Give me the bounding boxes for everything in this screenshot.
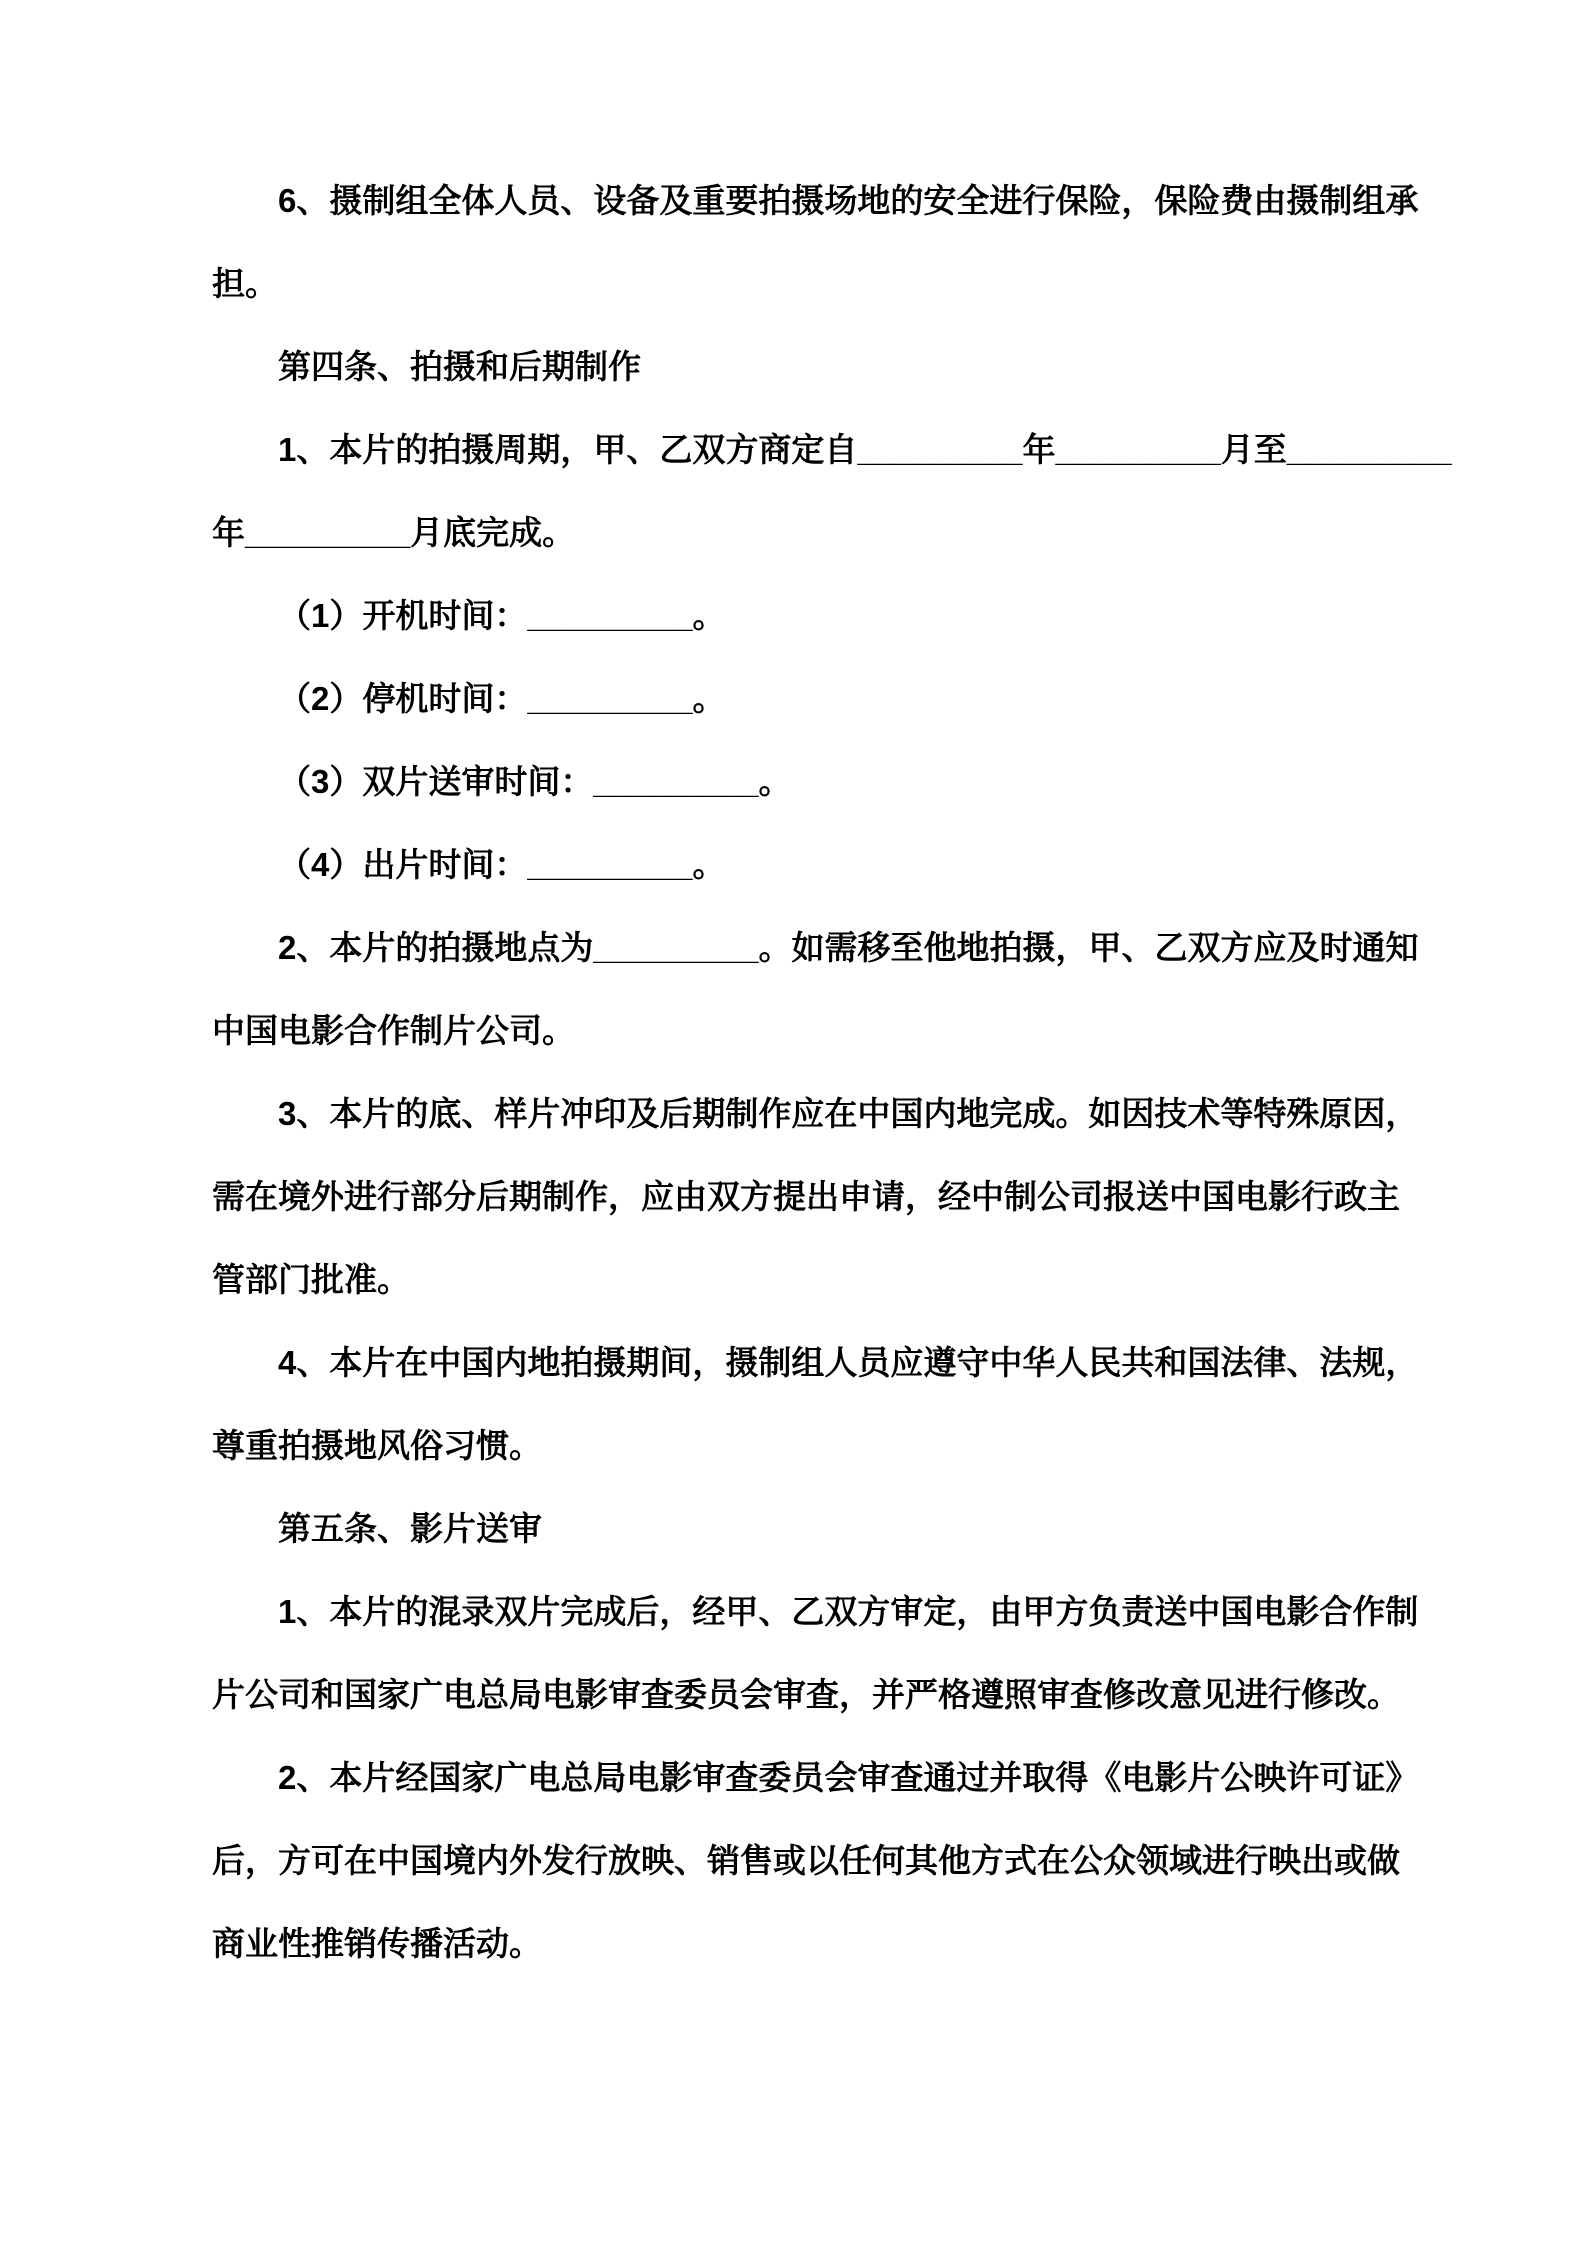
- document-line: 2、本片的拍摄地点为_________。如需移至他地拍摄，甲、乙双方应及时通知: [278, 929, 1419, 966]
- document-line: 1、本片的拍摄周期，甲、乙双方商定自_________年_________月至_________: [278, 431, 1452, 468]
- document-line: 3、本片的底、样片冲印及后期制作应在中国内地完成。如因技术等特殊原因，: [278, 1095, 1419, 1132]
- document-line: 商业性推销传播活动。: [212, 1925, 542, 1962]
- document-line: 中国电影合作制片公司。: [212, 1012, 575, 1049]
- document-line: 担。: [212, 265, 278, 302]
- document-line: 后，方可在中国境内外发行放映、销售或以任何其他方式在公众领域进行映出或做: [212, 1842, 1400, 1879]
- section-heading: 第四条、拍摄和后期制作: [278, 348, 641, 385]
- document-line: （3）双片送审时间：_________。: [278, 763, 792, 800]
- document-line: （2）停机时间：_________。: [278, 680, 726, 717]
- document-line: （1）开机时间：_________。: [278, 597, 726, 634]
- document-line: 管部门批准。: [212, 1261, 410, 1298]
- document-line: 年_________月底完成。: [212, 514, 576, 551]
- section-heading: 第五条、影片送审: [278, 1510, 542, 1547]
- document-line: （4）出片时间：_________。: [278, 846, 726, 883]
- document-line: 4、本片在中国内地拍摄期间，摄制组人员应遵守中华人民共和国法律、法规，: [278, 1344, 1419, 1381]
- document-line: 尊重拍摄地风俗习惯。: [212, 1427, 542, 1464]
- document-line: 需在境外进行部分后期制作，应由双方提出申请，经中制公司报送中国电影行政主: [212, 1178, 1400, 1215]
- document-line: 1、本片的混录双片完成后，经甲、乙双方审定，由甲方负责送中国电影合作制: [278, 1593, 1419, 1630]
- document-line: 片公司和国家广电总局电影审查委员会审查，并严格遵照审查修改意见进行修改。: [212, 1676, 1400, 1713]
- document-line: 2、本片经国家广电总局电影审查委员会审查通过并取得《电影片公映许可证》: [278, 1759, 1419, 1796]
- document-line: 6、摄制组全体人员、设备及重要拍摄场地的安全进行保险，保险费由摄制组承: [278, 182, 1419, 219]
